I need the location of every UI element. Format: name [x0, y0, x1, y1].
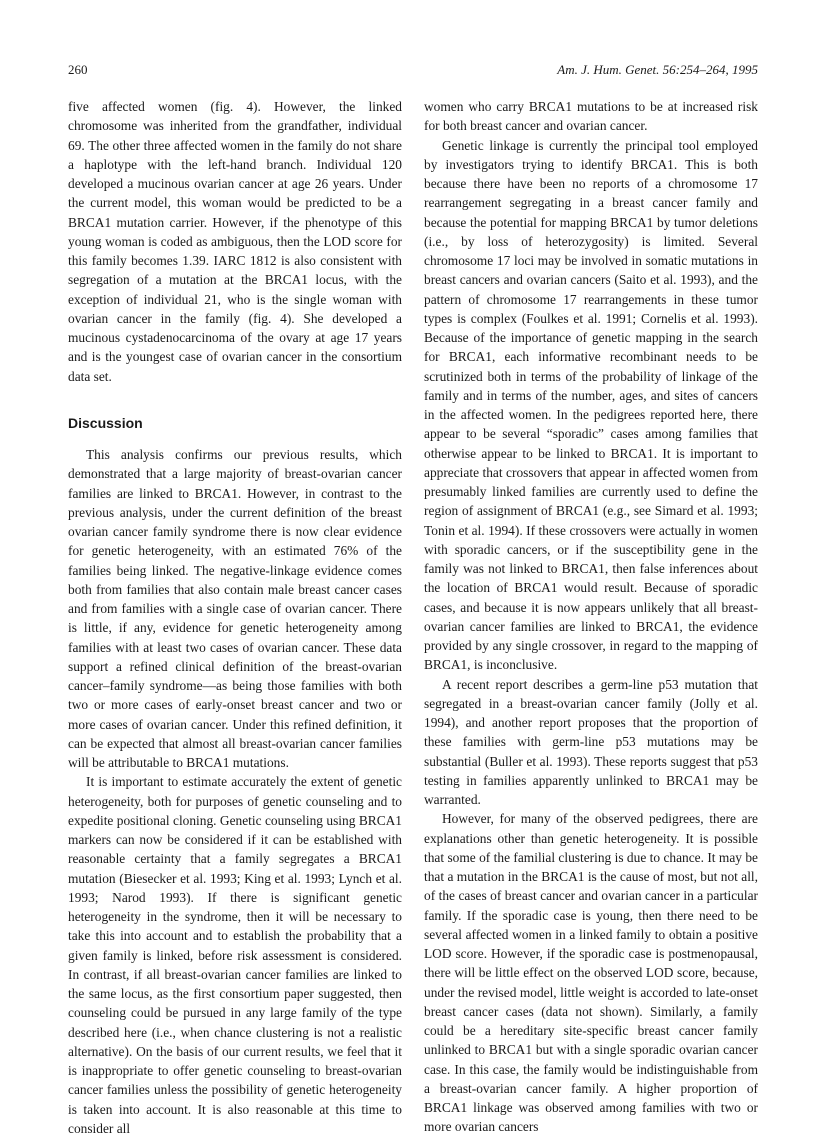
right-column [424, 97, 758, 1137]
paragraph-continued: five affected women (fig. 4). However, the linked chromosome was inherited from the grandfather, individual 69. The other three affected women in the family do not share a haplotype with the left-hand branch. Individual 120 developed a mucinous ovarian cancer at age 26 years. Under the current model, this woman would be predicted to be a BRCA1 mutation carrier. However, if the phenotype of this young woman is coded as ambiguous, then the LOD score for this family becomes 1.39. IARC 1812 is also consistent with segregation of a mutation at the BRCA1 locus, with the exception of individual 21, who is the single woman with ovarian cancer in the family (fig. 4). She developed a mucinous cystadenocarcinoma of the ovary at age 17 years and is the youngest case of ovarian cancer in the consortium data set. [68, 99, 402, 384]
page-number: 260 [68, 62, 88, 77]
section-heading-discussion: Discussion [68, 414, 143, 431]
left-column [68, 97, 402, 1138]
discussion-paragraph-2: It is important to estimate accurately the extent of genetic heterogeneity, both for purposes of genetic counseling and to expedite positional cloning. Genetic counseling using BRCA1 markers can now be considered if it can be established with reasonable certainty that a family segregates a BRCA1 mutation (Biesecker et al. 1993; King et al. 1993; Lynch et al. 1993; Narod 1993). If there is significant genetic heterogeneity in the syndrome, then it will be necessary to take this into account and to establish the probability that a given family is linked, before risk assessment is considered. In contrast, if all breast-ovarian cancer families are linked to the same locus, as the first consortium paper suggested, then counseling could be pursued in any large family of the type described here (i.e., when chance clustering is not a realistic alternative). On the basis of our current results, we feel that it is inappropriate to offer genetic counseling to breast-ovarian cancer families unless the possibility of genetic heterogeneity is taken into account. It is also reasonable at this time to consider all [68, 774, 402, 1136]
paragraph-genetic-linkage: Genetic linkage is currently the principal tool employed by investigators trying to identify BRCA1. This is both because there have been no reports of a chromosome 17 rearrangement segregating in a breast cancer family and because the potential for mapping BRCA1 by tumor deletions (i.e., by loss of heterozygosity) is limited. Several chromosome 17 loci may be involved in somatic mutations in breast cancers and ovarian cancers (Saito et al. 1993), and the pattern of chromosome 17 rearrangements in these tumor types is complex (Foulkes et al. 1991; Cornelis et al. 1993). Because of the importance of genetic mapping in the search for BRCA1, each informative recombinant needs to be scrutinized both in terms of the probability of linkage of the family and in terms of the number, ages, and sites of cancers in the affected women. In the pedigrees reported here, there appear to be several “sporadic” cases among families that otherwise appear to be linked to BRCA1. It is important to appreciate that crossovers that appear in affected women from presumably linked families are currently used to define the region of assignment of BRCA1 (e.g., see Simard et al. 1993; Tonin et al. 1994). If these crossovers were actually in women with sporadic cancers, or if the susceptibility gene in the family was not linked to BRCA1, then false inferences about the location of BRCA1 would result. Because of sporadic cases, and because it is now appears unlikely that all breast-ovarian cancer families are linked to BRCA1, the evidence provided by any single crossover, in regard to the mapping of BRCA1, is inconclusive. [424, 137, 758, 673]
paragraph-p53: A recent report describes a germ-line p53 mutation that segregated in a breast-ovarian cancer family (Jolly et al. 1994), and another report proposes that the proportion of these families with germ-line p53 mutations may be substantial (Buller et al. 1993). These reports suggest that p53 testing in families apparently unlinked to BRCA1 may be warranted. [424, 676, 758, 807]
journal-citation: Am. J. Hum. Genet. 56:254–264, 1995 [557, 62, 758, 77]
running-header [68, 62, 758, 80]
paragraph-continuation: women who carry BRCA1 mutations to be at increased risk for both breast cancer and ovarian cancer. [424, 99, 758, 134]
paragraph-explanations: However, for many of the observed pedigrees, there are explanations other than genetic heterogeneity. It is possible that some of the familial clustering is due to chance. It may be that a mutation in the BRCA1 is the cause of most, but not all, of the cases of breast cancer and ovarian cancer in a particular family. If the sporadic case is young, then there need to be several affected women in a linked family to obtain a positive LOD score. However, if the sporadic case is postmenopausal, there will be little effect on the observed LOD score, because, under the revised model, little weight is accorded to late-onset breast cancer cases (data not shown). Similarly, a family could be a hereditary site-specific breast cancer family unlinked to BRCA1 but with a single sporadic ovarian cancer case. In this case, the family would be indistinguishable from a breast-ovarian cancer family. A higher proportion of BRCA1 linkage was observed among families with two or more ovarian cancers [424, 811, 758, 1135]
discussion-paragraph-1: This analysis confirms our previous results, which demonstrated that a large majority of breast-ovarian cancer families are linked to BRCA1. However, in contrast to the previous analysis, under the current definition of the breast ovarian cancer family syndrome there is now clear evidence for genetic heterogeneity, with an estimated 76% of the families being linked. The negative-linkage evidence comes both from families that also contain male breast cancer cases and from families with a single case of ovarian cancer. There is little, if any, evidence for genetic heterogeneity among families with at least two cases of ovarian cancer. These data support a refined clinical definition of the breast-ovarian cancer–family syndrome—as being those families with both two or more cases of early-onset breast cancer and two or more cases of ovarian cancer. Under this refined definition, it can be expected that almost all breast-ovarian cancer families will be attributable to BRCA1 mutations. [68, 447, 402, 770]
